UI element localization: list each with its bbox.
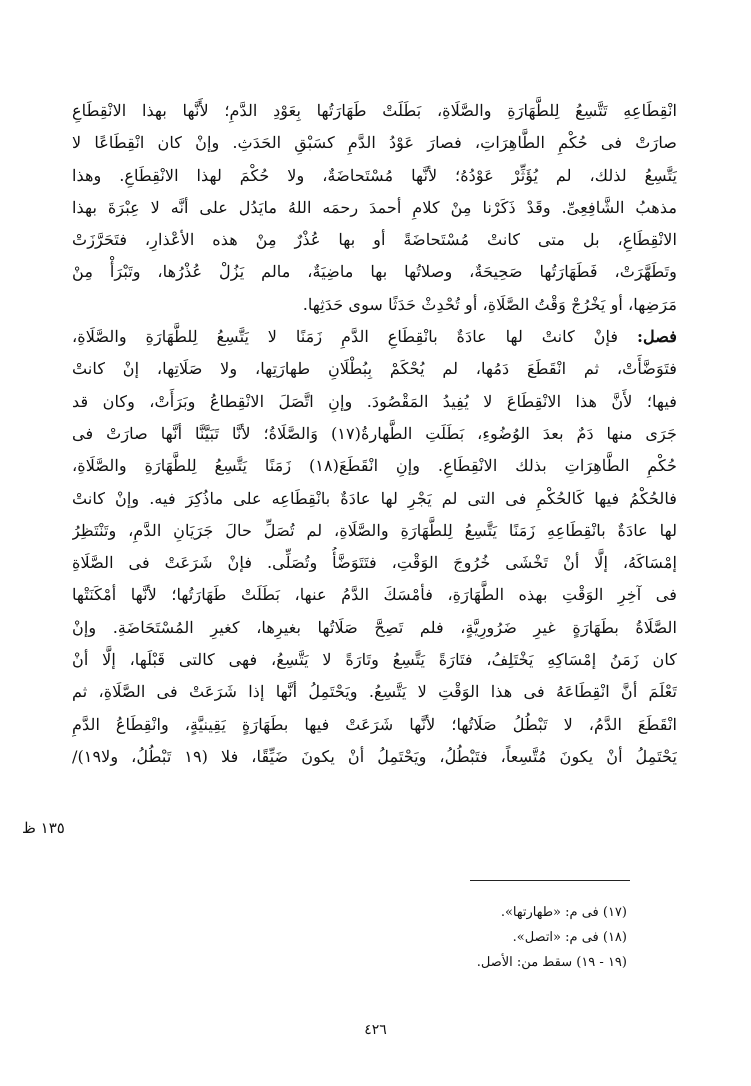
- text-line: مذهبُ الشَّافِعِىِّ. وقَدْ ذَكَرْنا مِنْ كلامِ أحمدَ رحمَه اللهُ مايَدُل على أنَّه لا عِبْرَةَ بهذا: [72, 197, 677, 217]
- text-line: فالحُكْمُ فيها كَالحُكْمِ فى التى لم يَجْرِ لها عادَةٌ بانْقِطَاعِه على ماذُكِرَ فيه. وإنْ كانتْ: [72, 488, 677, 508]
- text-line: تَعْلَمَ أنَّ انْقِطَاعَهُ فى هذا الوَقْتِ لا يَتَّسِعُ. ويَحْتَمِلُ أنَّها إذا شَرَعَتْ فى الصَّلَاةِ، ثم: [72, 682, 677, 702]
- text-line: فيها؛ لأَنَّ هذا الانْقِطَاعَ لا يُفِيدُ المَقْصُودَ. وإنِ اتَّصَلَ الانْقِطاعُ وبَرَأَتْ، وكان قد: [72, 391, 677, 411]
- main-text: [72, 95, 677, 773]
- section-first-line: [72, 321, 677, 353]
- text-line: صارَتْ فى حُكْمِ الطَّاهِرَاتِ، فصارَ عَوْدُ الدَّمِ كسَبْقِ الحَدَثِ. وإنْ كان انْقِطَاعًا لا: [72, 133, 677, 153]
- footnote: (١٧) فى م: «طهارتها».: [500, 905, 627, 920]
- text-line: كان زَمَنُ إمْسَاكِهِ يَخْتَلِفُ، فتَارَةً يَتَّسِعُ وتَارَةً لا يَتَّسِعُ، فهى كالتى قَبْلَها، إلَّا أنْ: [72, 650, 677, 670]
- text-line: فتَوَضَّأَتْ، ثم انْقَطَعَ دَمُها، لم يُحْكَمْ بِبُطْلَانِ طهارَتِها، ولا صَلَاتِها، إنْ كانتْ: [72, 359, 677, 379]
- text-line: يَتَّسِعُ لذلك، لم يُؤَثِّرْ عَوْدُهُ؛ لأنَّها مُسْتَحاضَةٌ، ولا حُكْمَ لهذا الانْقِطَاعِ. وهذا: [72, 165, 677, 185]
- section-label: فصل:: [636, 327, 677, 347]
- text-line: حُكْمِ الطَّاهِرَاتِ بذلك الانْقِطَاعِ. وإنِ انْقَطَعَ(١٨) زَمَنًا يَتَّسِعُ لِلطَّهَارَةِ والصَّلَاةِ،: [72, 456, 677, 476]
- footnote: (١٩ - ١٩) سقط من: الأصل.: [476, 955, 627, 970]
- text-line: انْقِطَاعِهِ تَتَّسِعُ لِلطَّهَارَةِ والصَّلَاةِ، بَطَلَتْ طَهَارَتُها بِعَوْدِ الدَّمِ؛ لأَنَّها بهذا الانْقِطَاعِ: [72, 101, 677, 120]
- section-first-line-text: فإنْ كانتْ لها عادَةٌ بانْقِطَاعِ الدَّمِ زَمَنًا لا يَتَّسِعُ لِلطَّهَارَةِ والصَّلَاةِ،: [72, 327, 619, 347]
- text-line: يَحْتَمِلُ أنْ يكونَ مُتَّسِعاً، فتَبْطُلُ، ويَحْتَمِلُ أنْ يكونَ ضَيِّقًا، فلا (١٩ تَبْطُلُ، ولا١٩)/: [72, 746, 677, 766]
- footnote-divider: [470, 880, 630, 881]
- text-line: الانْقِطَاعِ، بل متى كانتْ مُسْتَحاضَةً أو بها عُذْرٌ مِنْ هذه الأعْذارِ، فتَحَرَّزَتْ: [72, 230, 677, 250]
- text-line: مَرَضِها، أو يَخْرُجْ وَقْتُ الصَّلَاةِ، أو تُحْدِثْ حَدَثًا سوى حَدَثِها.: [302, 294, 677, 314]
- text-line: جَرَى منها دَمٌ بعدَ الوُضُوءِ، بَطَلَتِ الطَّهارةُ(١٧) وَالصَّلَاةُ؛ لأنَّا تَبَيَّنَّا أنَّها صارَتْ فى: [72, 423, 677, 443]
- text-line: الصَّلَاةُ بطَهَارَةٍ غيرِ ضَرُورِيَّةٍ، فلم تَصِحَّ صَلَاتُها بغيرِها، كغيرِ المُسْتَحَاضَةِ. وإنْ: [72, 617, 677, 637]
- manuscript-folio-marker: ١٣٥ ظ: [22, 819, 65, 837]
- text-line: فى آخِرِ الوَقْتِ بهذه الطَّهَارَةِ، فأمْسَكَ الدَّمُ عنها، بَطَلَتْ طَهَارَتُها؛ لأنَّها أمْكَنَتْها: [72, 585, 677, 605]
- text-line: إمْسَاكَهُ، إلَّا أنْ تَخْشَى خُرُوجَ الوَقْتِ، فتَتَوَضَّأُ وتُصَلِّى. فإنْ شَرَعَتْ فى الصَّلَاةِ: [72, 553, 677, 573]
- footnote: (١٨) فى م: «اتصل».: [512, 930, 627, 945]
- text-line: انْقَطَعَ الدَّمُ، لا تَبْطُلُ صَلَاتُها؛ لأنَّها شَرَعَتْ فيها بطَهَارَةٍ يَقِينيَّةٍ، وانْقِطَاعُ الدَّمِ: [72, 714, 677, 734]
- footnotes: [380, 900, 627, 975]
- page-number: ٤٢٦: [364, 1022, 387, 1038]
- text-line: لها عادَةٌ بانْقِطَاعِهِ زَمَنًا يَتَّسِعُ لِلطَّهَارَةِ والصَّلَاةِ، لم تُصَلِّ حالَ جَرَيَانِ الدَّمِ، وتَنْتَظِرُ: [72, 520, 677, 540]
- text-line: وتَطَهَّرَتْ، فَطَهَارَتُها صَحِيحَةٌ، وصلاتُها بها ماضِيَةٌ، مالم يَزُلْ عُذْرُها، وتَبْرَأْ مِنْ: [72, 262, 677, 282]
